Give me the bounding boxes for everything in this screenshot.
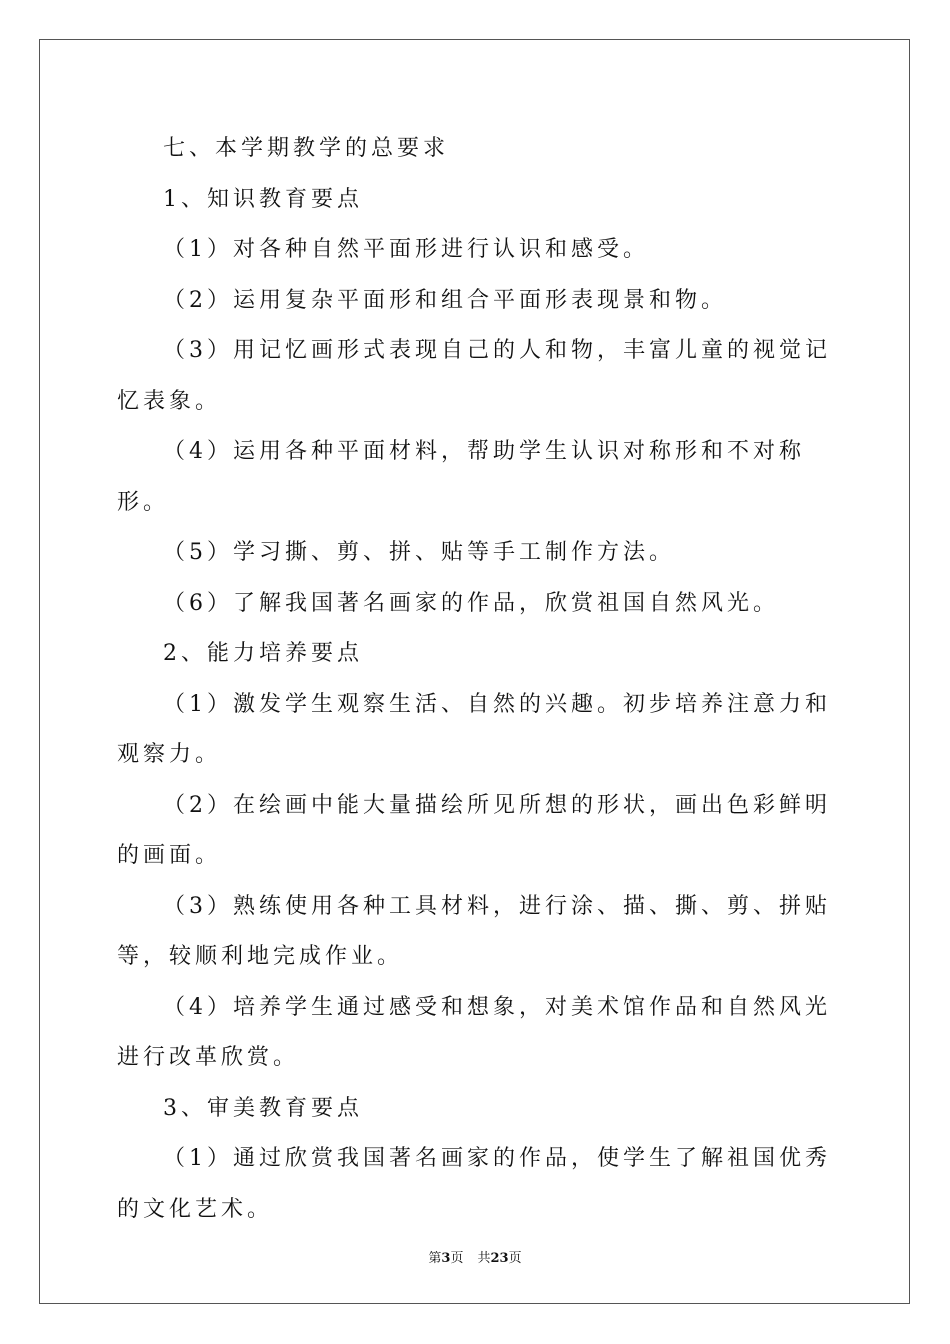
list-item: （4）运用各种平面材料，帮助学生认识对称形和不对称形。 [117,439,805,515]
list-item: （2）在绘画中能大量描绘所见所想的形状，画出色彩鲜明的画面。 [117,792,831,868]
list-item: （2）运用复杂平面形和组合平面形表现景和物。 [163,287,727,313]
subsection-heading: 2、能力培养要点 [163,641,363,666]
page-suffix: 页 [450,1251,464,1266]
total-pages: 23 [490,1251,509,1266]
list-item: （5）学习撕、剪、拼、贴等手工制作方法。 [163,540,675,565]
section-heading: 七、本学期教学的总要求 [163,136,450,161]
page-prefix: 第 [428,1251,442,1266]
subsection-heading: 1、知识教育要点 [163,186,363,212]
page-number: 3 [441,1251,451,1266]
list-item: （1）通过欣赏我国著名画家的作品，使学生了解祖国优秀的文化艺术。 [117,1146,831,1222]
list-item: （3）用记忆画形式表现自己的人和物，丰富儿童的视觉记忆表象。 [117,338,831,414]
list-item: （4）培养学生通过感受和想象，对美术馆作品和自然风光进行改革欣赏。 [117,994,831,1070]
page-footer [0,1247,950,1266]
document-body [117,124,833,1235]
total-prefix: 共 [477,1251,491,1266]
list-item: （1）激发学生观察生活、自然的兴趣。初步培养注意力和观察力。 [117,691,831,767]
list-item: （6）了解我国著名画家的作品，欣赏祖国自然风光。 [163,590,779,616]
subsection-heading: 3、审美教育要点 [163,1095,363,1121]
list-item: （1）对各种自然平面形进行认识和感受。 [163,237,649,262]
list-item: （3）熟练使用各种工具材料，进行涂、描、撕、剪、拼贴等，较顺利地完成作业。 [117,893,831,969]
total-suffix: 页 [508,1251,522,1266]
